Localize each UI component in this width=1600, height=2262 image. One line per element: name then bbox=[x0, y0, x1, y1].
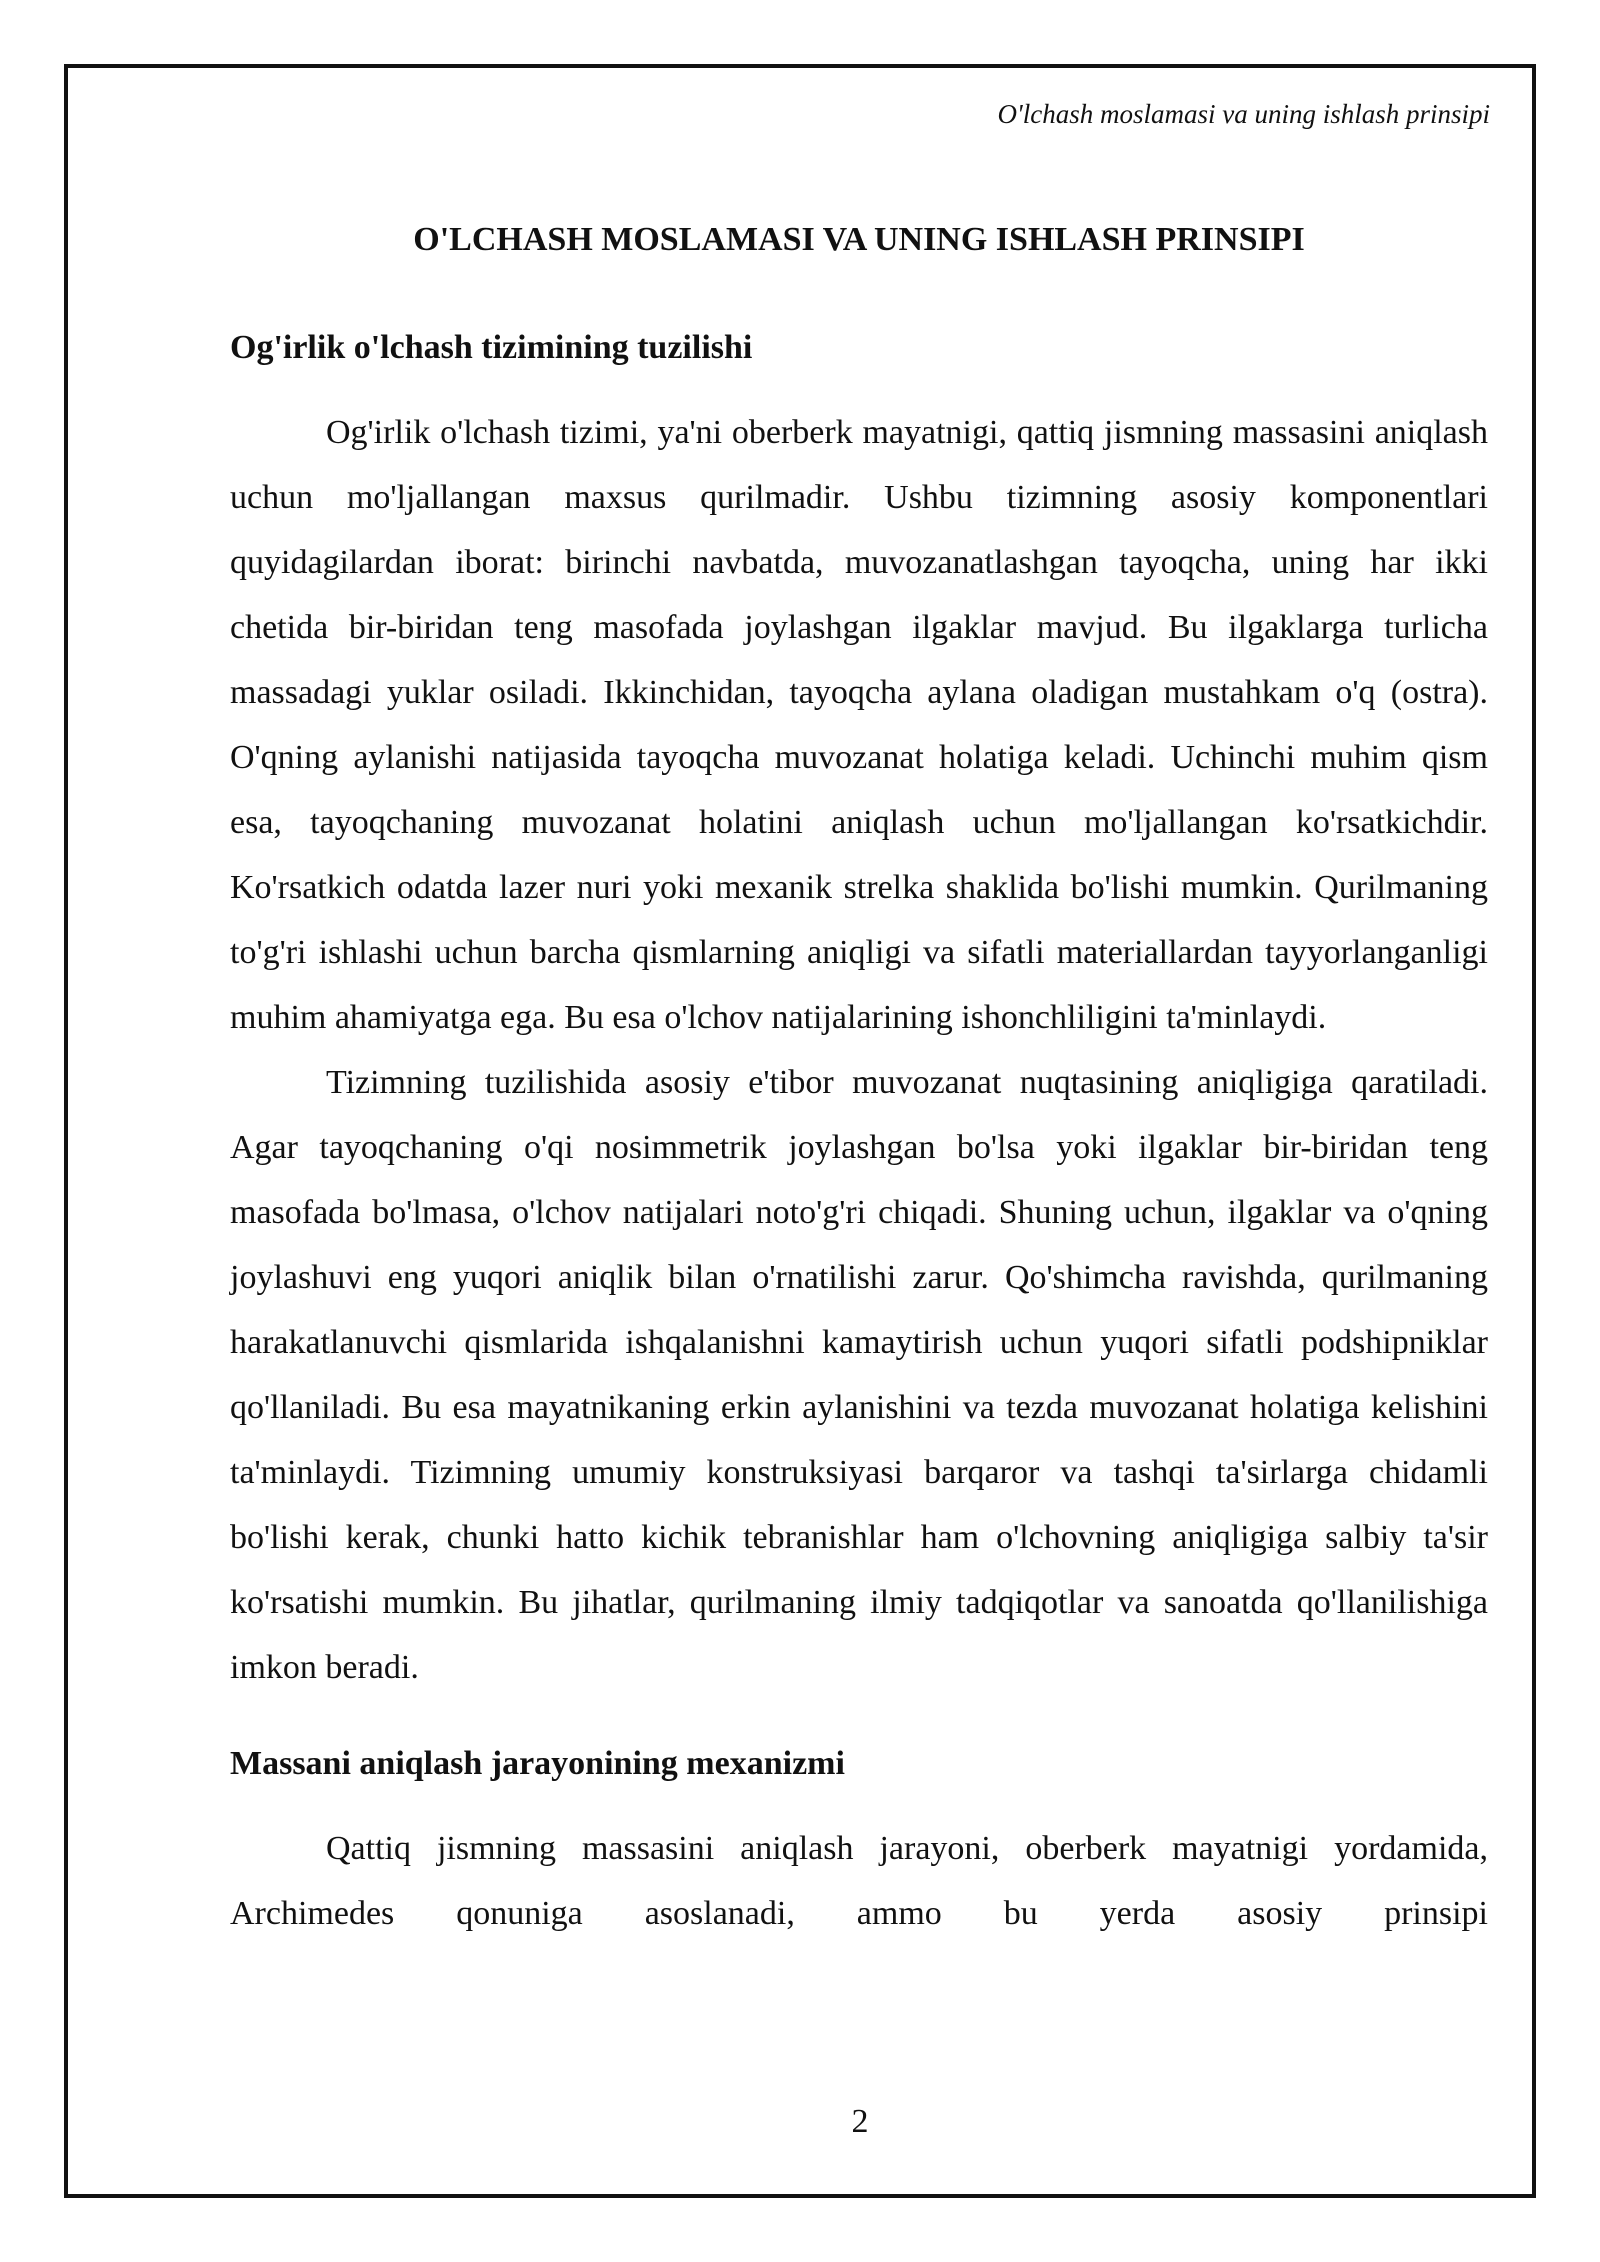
paragraph: Qattiq jismning massasini aniqlash jarayoni, oberberk mayatnigi yordamida, Archimedes qonuniga asoslanadi, ammo bu yerda asosiy prinsipi bbox=[230, 1830, 1488, 1932]
section-heading-structure: Og'irlik o'lchash tizimining tuzilishi bbox=[230, 329, 753, 366]
page-content bbox=[230, 210, 1488, 1946]
document-title: O'LCHASH MOSLAMASI VA UNING ISHLASH PRINSIPI bbox=[413, 221, 1305, 258]
section-heading-mechanism: Massani aniqlash jarayonining mexanizmi bbox=[230, 1745, 845, 1782]
page-number: 2 bbox=[851, 2103, 869, 2140]
running-header: O'lchash moslamasi va uning ishlash prinsipi bbox=[997, 99, 1490, 129]
paragraph: Tizimning tuzilishida asosiy e'tibor muvozanat nuqtasining aniqligiga qaratiladi. Agar tayoqchaning o'qi nosimmetrik joylashgan bo'lsa yoki ilgaklar bir-biridan teng masofada bo'lmasa, o'lchov natijalari noto'g'ri chiqadi. Shuning uchun, ilgaklar va o'qning joylashuvi eng yuqori aniqlik bilan o'rnatilishi zarur. Qo'shimcha ravishda, qurilmaning harakatlanuvchi qismlarida ishqalanishni kamaytirish uchun yuqori sifatli podshipniklar qo'llaniladi. Bu esa mayatnikaning erkin aylanishini va tezda muvozanat holatiga kelishini ta'minlaydi. Tizimning umumiy konstruksiyasi barqaror va tashqi ta'sirlarga chidamli bo'lishi kerak, chunki hatto kichik tebranishlar ham o'lchovning aniqligiga salbiy ta'sir ko'rsatishi mumkin. Bu jihatlar, qurilmaning ilmiy tadqiqotlar va sanoatda qo'llanilishiga imkon beradi. bbox=[230, 1064, 1488, 1686]
paragraph: Og'irlik o'lchash tizimi, ya'ni oberberk mayatnigi, qattiq jismning massasini aniqlash uchun mo'ljallangan maxsus qurilmadir. Ushbu tizimning asosiy komponentlari quyidagilardan iborat: birinchi navbatda, muvozanatlashgan tayoqcha, uning har ikki chetida bir-biridan teng masofada joylashgan ilgaklar mavjud. Bu ilgaklarga turlicha massadagi yuklar osiladi. Ikkinchidan, tayoqcha aylana oladigan mustahkam o'q (ostra). O'qning aylanishi natijasida tayoqcha muvozanat holatiga keladi. Uchinchi muhim qism esa, tayoqchaning muvozanat holatini aniqlash uchun mo'ljallangan ko'rsatkichdir. Ko'rsatkich odatda lazer nuri yoki mexanik strelka shaklida bo'lishi mumkin. Qurilmaning to'g'ri ishlashi uchun barcha qismlarning aniqligi va sifatli materiallardan tayyorlanganligi muhim ahamiyatga ega. Bu esa o'lchov natijalarining ishonchliligini ta'minlaydi. bbox=[230, 414, 1488, 1036]
